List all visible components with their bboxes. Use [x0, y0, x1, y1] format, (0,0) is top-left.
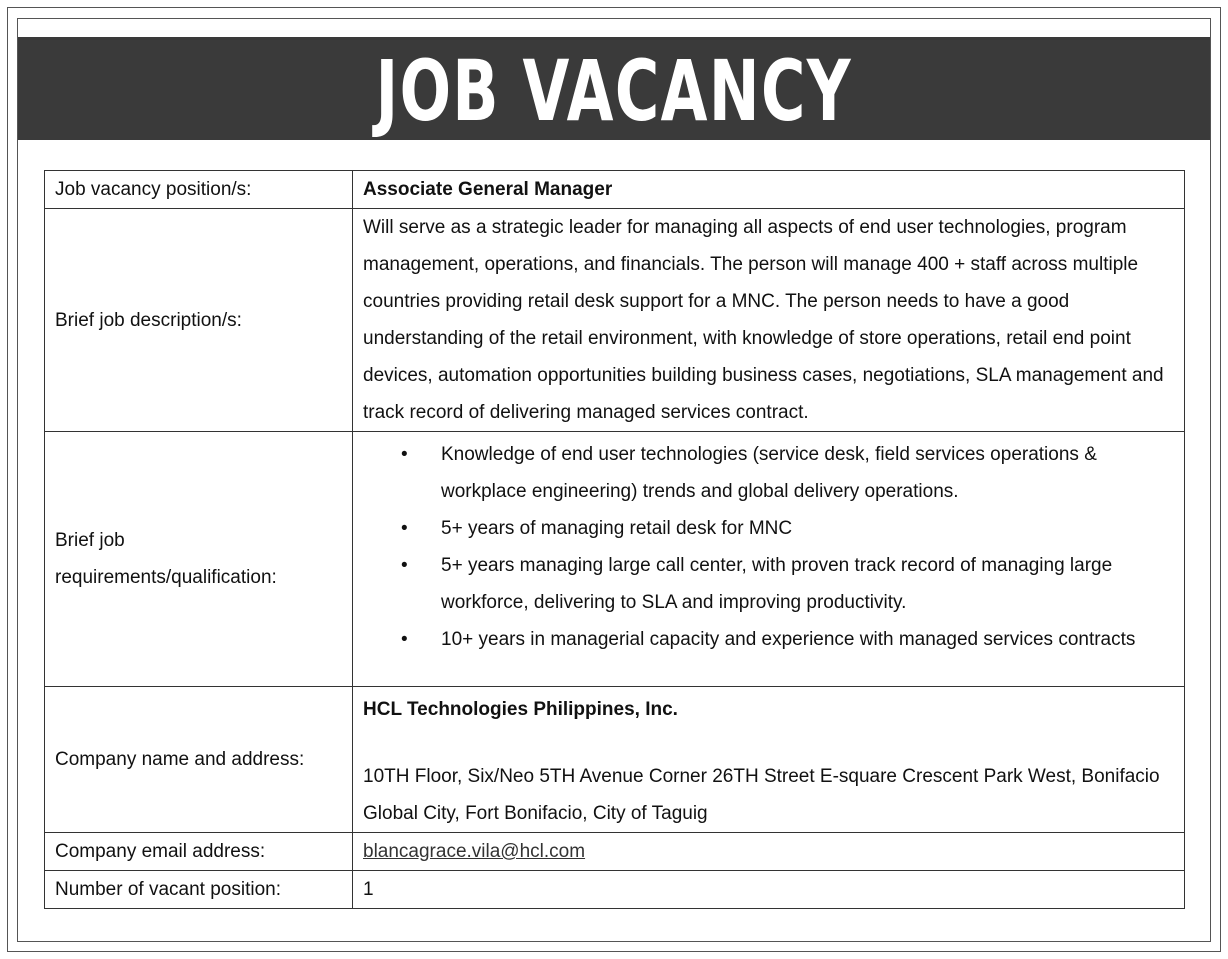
description-value: Will serve as a strategic leader for managing all aspects of end user technologies, program management, operations, and financials. The person will manage 400 + staff across multiple countries providing retail desk support for a MNC. The person needs to have a good understanding of the retail environment, with knowledge of store operations, retail end point devices, automation opportunities building business cases, negotiations, SLA management and track record of delivering managed services contract.	[353, 209, 1185, 432]
requirements-value	[353, 432, 1185, 687]
company-address: 10TH Floor, Six/Neo 5TH Avenue Corner 26TH Street E-square Crescent Park West, Bonifacio Global City, Fort Bonifacio, City of Taguig	[363, 766, 1160, 824]
list-item-text: 5+ years managing large call center, with proven track record of managing large workforce, delivering to SLA and improving productivity.	[441, 555, 1113, 613]
row-description	[45, 209, 1185, 432]
email-label: Company email address:	[45, 833, 353, 871]
row-requirements	[45, 432, 1185, 687]
vacant-label: Number of vacant position:	[45, 871, 353, 909]
list-item	[363, 621, 1174, 658]
company-label: Company name and address:	[45, 687, 353, 833]
row-position	[45, 171, 1185, 209]
bullet-icon: •	[401, 518, 408, 539]
requirements-list	[363, 432, 1174, 686]
email-link[interactable]: blancagrace.vila@hcl.com	[363, 841, 586, 862]
email-value	[353, 833, 1185, 871]
position-label: Job vacancy position/s:	[45, 171, 353, 209]
company-gap	[363, 728, 1174, 758]
row-email	[45, 833, 1185, 871]
list-item-text: 10+ years in managerial capacity and experience with managed services contracts	[441, 629, 1136, 650]
bullet-icon: •	[401, 629, 408, 650]
description-label: Brief job description/s:	[45, 209, 353, 432]
list-item	[363, 510, 1174, 547]
requirements-label-line2: requirements/qualification:	[55, 567, 277, 588]
requirements-label	[45, 432, 353, 687]
vacant-value: 1	[353, 871, 1185, 909]
position-value: Associate General Manager	[353, 171, 1185, 209]
page-title: JOB VACANCY	[375, 41, 853, 140]
bullet-icon: •	[401, 555, 408, 576]
title-banner	[18, 37, 1210, 140]
requirements-label-line1: Brief job	[55, 530, 125, 551]
list-item-text: Knowledge of end user technologies (service desk, field services operations & workplace engineering) trends and global delivery operations.	[441, 444, 1097, 502]
list-item	[363, 436, 1174, 510]
company-name: HCL Technologies Philippines, Inc.	[363, 699, 678, 720]
company-value	[353, 687, 1185, 833]
list-item-text: 5+ years of managing retail desk for MNC	[441, 518, 793, 539]
row-vacant	[45, 871, 1185, 909]
row-company	[45, 687, 1185, 833]
vacancy-table	[44, 170, 1185, 909]
list-item	[363, 547, 1174, 621]
bullet-icon: •	[401, 444, 408, 465]
company-block	[363, 687, 1174, 832]
